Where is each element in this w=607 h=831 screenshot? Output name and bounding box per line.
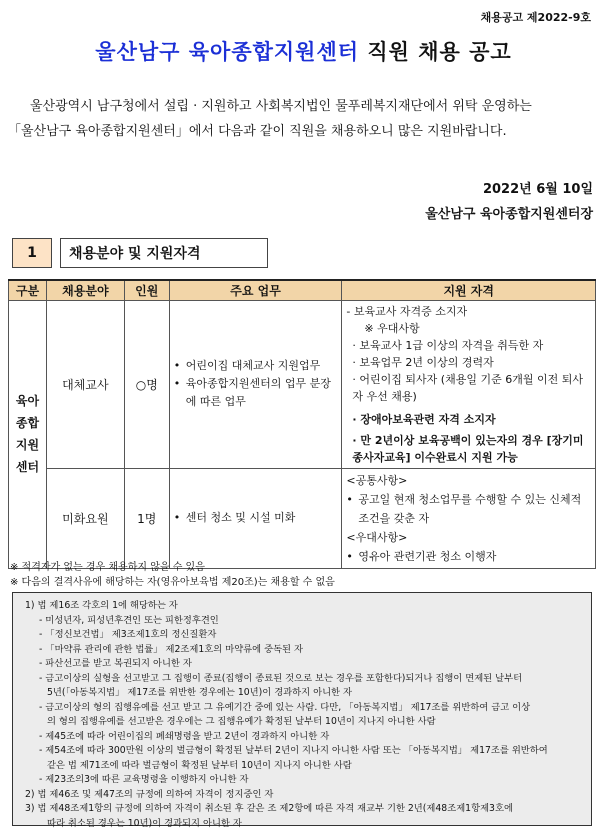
note-line: ※ 다음의 결격사유에 해당하는 자(영유아보육법 제20조)는 채용할 수 없음: [10, 577, 335, 588]
qual-line: · 보육업무 2년 이상의 경력자: [352, 355, 494, 369]
qual-item: • 영유아 관련기관 청소 이행자: [346, 547, 591, 566]
table-header-row: [9, 280, 596, 300]
qual-item: • 공고일 현재 청소업무를 수행할 수 있는 신체적 조건을 갖춘 자: [346, 490, 591, 528]
title-org: 울산남구 육아종합지원센터: [95, 40, 360, 64]
duty-text: 센터 청소 및 시설 미화: [185, 511, 296, 524]
field-cell: 대체교사: [46, 300, 124, 468]
duty-text: 육아종합지원센터의 업무 분장에 따른 업무: [185, 377, 331, 408]
header-field: 채용분야: [46, 280, 124, 300]
notice-date: 2022년 6월 10일: [482, 182, 593, 197]
gubun-line: 육아: [15, 394, 40, 408]
duty-text: 어린이집 대체교사 지원업무: [185, 359, 321, 372]
header-qualifications: 지원 자격: [342, 280, 596, 300]
qualifications-cell: [342, 468, 596, 568]
field-cell: 미화요원: [46, 468, 124, 568]
qual-text: 공고일 현재 청소업무를 수행할 수 있는 신체적 조건을 갖춘 자: [358, 492, 582, 525]
header-duties: 주요 업무: [169, 280, 342, 300]
intro-paragraph: 울산광역시 남구청에서 설립 · 지원하고 사회복지법인 물푸레복지재단에서 위탁 운영하는 「울산남구 육아종합지원센터」에서 다음과 같이 직원을 채용하오니 많은 지원바랍니다.: [8, 99, 532, 139]
disq-line: - 「정신보건법」 제3조제1호의 정신질환자: [39, 629, 217, 640]
disq-line: - 제23조의3에 따른 교육명령을 이행하지 아니한 자: [39, 774, 249, 785]
disq-line: - 「마약류 관리에 관한 법률」 제2조제1호의 마약류에 중독된 자: [39, 643, 303, 655]
disq-line: 따라 취소된 경우는 10년)이 경과되지 아니한 자: [47, 817, 242, 829]
disq-line: 5년(「아동복지법」 제17조를 위반한 경우에는 10년)이 경과하지 아니한 자: [47, 687, 352, 698]
duty-item: • 센터 청소 및 시설 미화: [174, 509, 338, 527]
gubun-cell: [9, 300, 47, 568]
qual-text: 영유아 관련기관 청소 이행자: [358, 549, 497, 563]
duties-cell: [169, 468, 342, 568]
notice-number: 채용공고 제2022-9호: [480, 11, 591, 24]
disq-line: 같은 법 제71조에 따라 벌금형이 확정된 날부터 10년이 지나지 아니한 사람: [47, 759, 352, 771]
disq-line: - 금고이상의 형의 집행유예를 선고 받고 그 유예기간 중에 있는 사람. 다만, 「아동복지법」 제17조를 위반하여 금고 이상: [39, 701, 531, 713]
note-line: ※ 적격자가 없는 경우 채용하지 않을 수 있음: [10, 562, 205, 573]
duty-item: • 육아종합지원센터의 업무 분장에 따른 업무: [174, 375, 338, 411]
qual-line: <우대사항>: [346, 530, 408, 544]
count-cell: ○명: [124, 300, 169, 468]
section-number: 1: [12, 238, 52, 268]
disqualification-box: [12, 592, 592, 829]
gubun-line: 센터: [15, 460, 40, 474]
qual-line: · 장애아보육관련 자격 소지자: [352, 412, 496, 426]
duty-item: • 어린이집 대체교사 지원업무: [174, 357, 338, 375]
disq-line: - 제45조에 따라 어린이집의 폐쇄명령을 받고 2년이 경과하지 아니한 자: [39, 730, 330, 742]
qual-line: ※ 우대사항: [364, 321, 420, 335]
disq-line: 2) 법 제46조 및 제47조의 규정에 의하여 자격이 정지중인 자: [25, 788, 274, 800]
disq-line: - 제54조에 따라 300만원 이상의 벌금형이 확정된 날부터 2년이 지나지 아니한 사람 또는 「아동복지법」 제17조를 위반하여: [39, 745, 548, 756]
table-row: [9, 468, 596, 568]
section-title: 채용분야 및 지원자격: [60, 238, 268, 268]
header-gubun: 구분: [9, 280, 47, 300]
recruitment-table: [8, 279, 596, 569]
qual-line: <공통사항>: [346, 473, 408, 487]
disq-line: - 파산선고를 받고 복권되지 아니한 자: [39, 658, 192, 669]
qual-line: · 보육교사 1급 이상의 자격을 취득한 자: [352, 338, 544, 352]
header-count: 인원: [124, 280, 169, 300]
disq-line: - 금고이상의 실형을 선고받고 그 집행이 종료(집행이 종료된 것으로 보는 경우를 포함한다)되거나 집행이 면제된 날부터: [39, 672, 523, 684]
disq-line: 의 형의 집행유예를 선고받은 경우에는 그 집행유예가 확정된 날부터 10년이 지나지 아니한 사람: [47, 716, 436, 727]
disq-line: 3) 법 제48조제1항의 규정에 의하여 자격이 취소된 후 같은 조 제2항에 따른 자격 재교부 기한 2년(제48조제1항제3호에: [25, 803, 513, 814]
qual-line: · 어린이집 퇴사자 (채용일 기준 6개월 이전 퇴사자 우선 채용): [352, 372, 583, 403]
qualifications-cell: [342, 300, 596, 468]
table-row: [9, 300, 596, 468]
disq-line: - 미성년자, 피성년후견인 또는 피한정후견인: [39, 614, 219, 626]
gubun-line: 지원: [15, 438, 40, 452]
qual-line: - 보육교사 자격증 소지자: [346, 304, 468, 318]
page-title: [0, 36, 607, 66]
disq-line: 1) 법 제16조 각호의 1에 해당하는 자: [25, 600, 178, 611]
gubun-line: 종합: [15, 416, 40, 430]
count-cell: 1명: [124, 468, 169, 568]
qual-line: · 만 2년이상 보육공백이 있는자의 경우 [장기미종사자교육] 이수완료시 지원 가능: [352, 433, 584, 464]
duties-cell: [169, 300, 342, 468]
issuer: 울산남구 육아종합지원센터장: [425, 207, 593, 222]
title-rest: 직원 채용 공고: [359, 40, 512, 64]
